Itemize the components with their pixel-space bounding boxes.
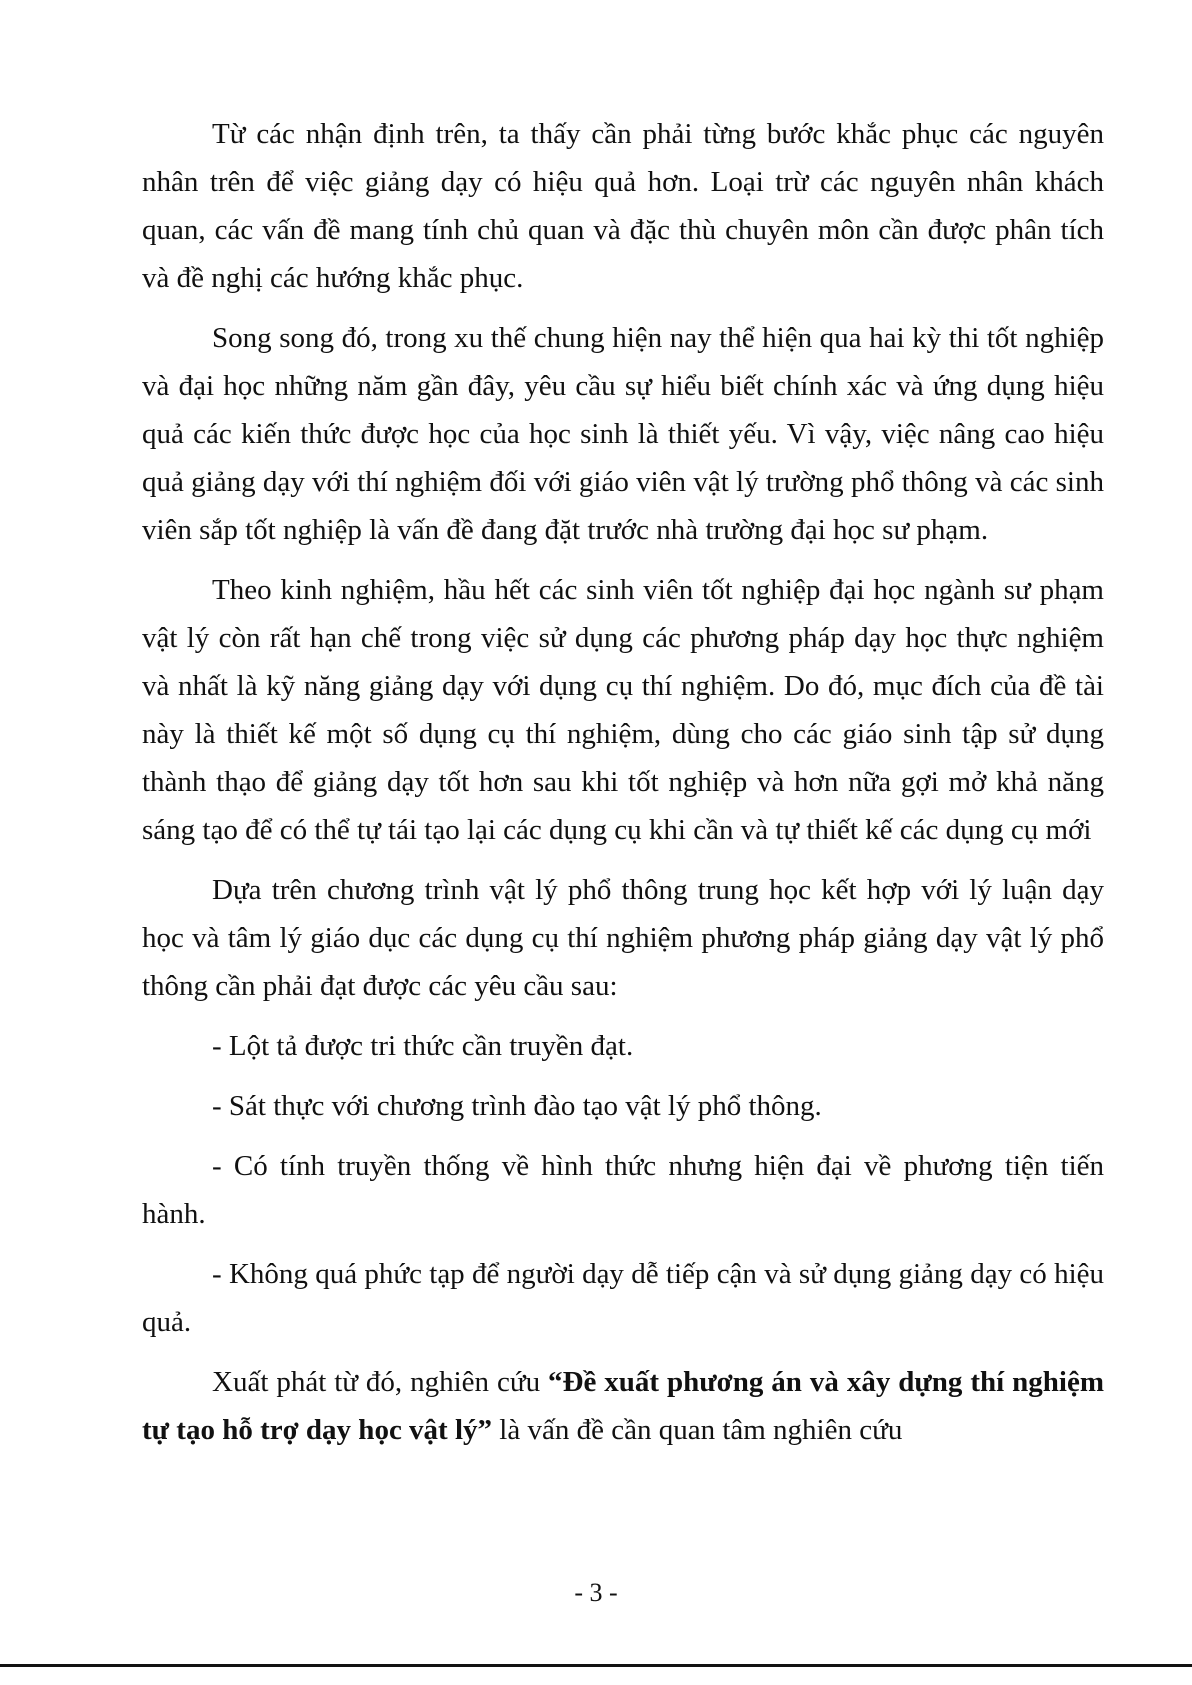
paragraph-2: Song song đó, trong xu thế chung hiện nay thể hiện qua hai kỳ thi tốt nghiệp và đại học những năm gần đây, yêu cầu sự hiểu biết chính xác và ứng dụng hiệu quả các kiến thức được học của học sinh là thiết yếu. Vì vậy, việc nâng cao hiệu quả giảng dạy với thí nghiệm đối với giáo viên vật lý trường phổ thông và các sinh viên sắp tốt nghiệp là vấn đề đang đặt trước nhà trường đại học sư phạm.: [142, 322, 1104, 546]
requirement-item-1: - Lột tả được tri thức cần truyền đạt.: [212, 1030, 634, 1062]
paragraph-1: Từ các nhận định trên, ta thấy cần phải từng bước khắc phục các nguyên nhân trên để việc giảng dạy có hiệu quả hơn. Loại trừ các nguyên nhân khách quan, các vấn đề mang tính chủ quan và đặc thù chuyên môn cần được phân tích và đề nghị các hướng khắc phục.: [142, 118, 1104, 294]
page-body: [142, 110, 1104, 1466]
requirement-item-3: - Có tính truyền thống về hình thức nhưng hiện đại về phương tiện tiến hành.: [142, 1150, 1104, 1230]
paragraph-4: Dựa trên chương trình vật lý phổ thông trung học kết hợp với lý luận dạy học và tâm lý giáo dục các dụng cụ thí nghiệm phương pháp giảng dạy vật lý phổ thông cần phải đạt được các yêu cầu sau:: [142, 874, 1104, 1002]
closing-text-before: Xuất phát từ đó, nghiên cứu: [212, 1366, 549, 1398]
page-number: - 3 -: [574, 1578, 618, 1607]
requirement-item-2: - Sát thực với chương trình đào tạo vật lý phổ thông.: [212, 1090, 822, 1122]
requirement-item-4: - Không quá phức tạp để người dạy dễ tiếp cận và sử dụng giảng dạy có hiệu quả.: [142, 1258, 1104, 1338]
bottom-border: [0, 1664, 1192, 1667]
closing-text-after: là vấn đề cần quan tâm nghiên cứu: [492, 1414, 903, 1446]
paragraph-3: Theo kinh nghiệm, hầu hết các sinh viên tốt nghiệp đại học ngành sư phạm vật lý còn rất hạn chế trong việc sử dụng các phương pháp dạy học thực nghiệm và nhất là kỹ năng giảng dạy với dụng cụ thí nghiệm. Do đó, mục đích của đề tài này là thiết kế một số dụng cụ thí nghiệm, dùng cho các giáo sinh tập sử dụng thành thạo để giảng dạy tốt hơn sau khi tốt nghiệp và hơn nữa gợi mở khả năng sáng tạo để có thể tự tái tạo lại các dụng cụ khi cần và tự thiết kế các dụng cụ mới: [142, 574, 1104, 846]
closing-paragraph: [142, 1358, 1104, 1454]
research-title: “Đề xuất phương án và xây dựng thí nghiệm tự tạo hỗ trợ dạy học vật lý”: [142, 1366, 1104, 1446]
